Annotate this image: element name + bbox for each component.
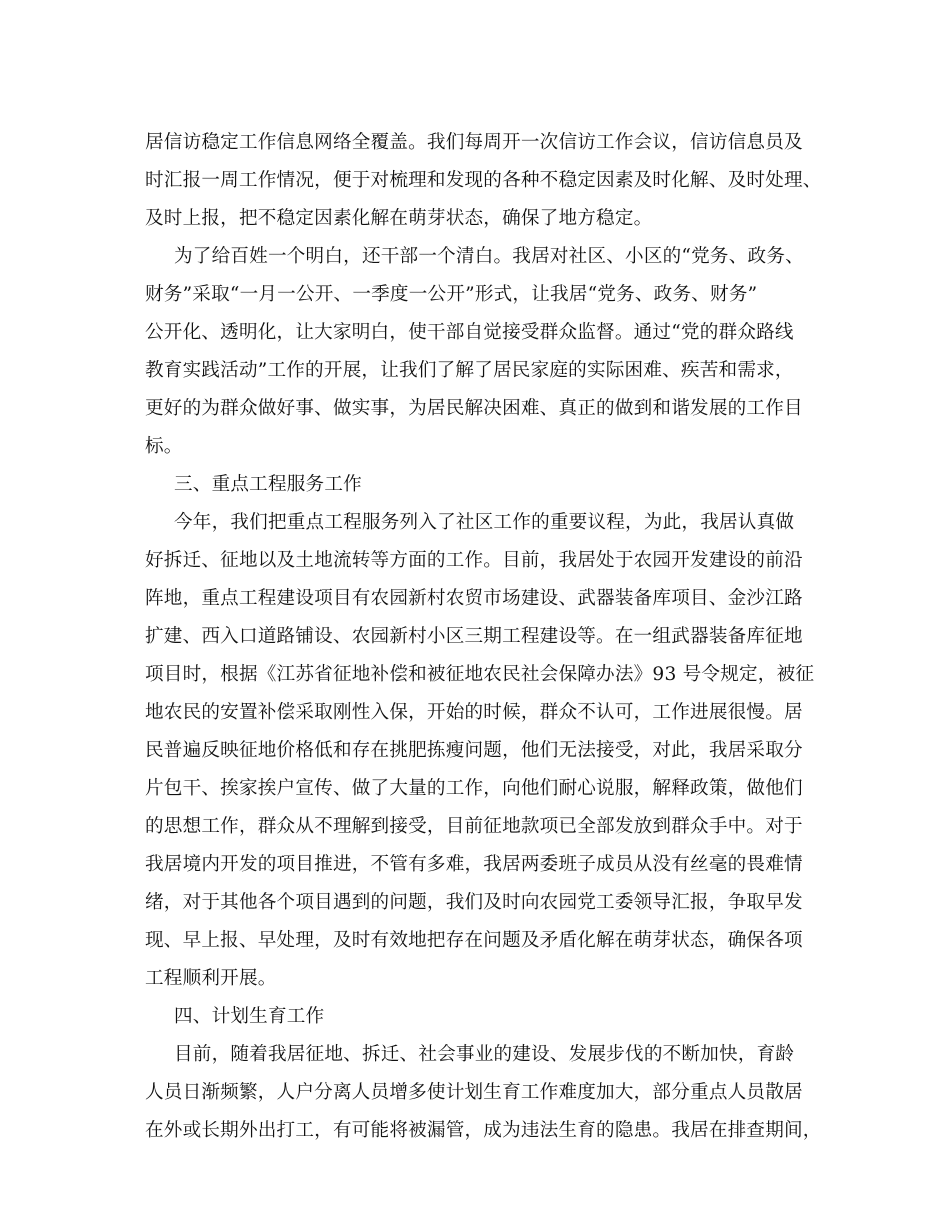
text-line: 地农民的安置补偿采取刚性入保，开始的时候，群众不认可，工作进展很慢。居 — [145, 702, 803, 723]
paragraph-first-line: 今年，我们把重点工程服务列入了社区工作的重要议程，为此，我居认真做 — [174, 512, 795, 533]
text-line: 在外或长期外出打工，有可能将被漏管，成为违法生育的隐患。我居在排查期间， — [145, 1120, 822, 1141]
text-line: 绪，对于其他各个项目遇到的问题，我们及时向农园党工委领导汇报，争取早发 — [145, 892, 803, 913]
text-line: 扩建、西入口道路铺设、农园新村小区三期工程建设等。在一组武器装备库征地 — [145, 626, 803, 647]
text-line: 更好的为群众做好事、做实事，为居民解决困难、真正的做到和谐发展的工作目 — [145, 398, 803, 419]
text-line: 民普遍反映征地价格低和存在挑肥拣瘦问题，他们无法接受，对此，我居采取分 — [145, 740, 803, 761]
text-line: 现、早上报、早处理，及时有效地把存在问题及矛盾化解在萌芽状态，确保各项 — [145, 930, 803, 951]
text-line: 教育实践活动”工作的开展，让我们了解了居民家庭的实际困难、疾苦和需求， — [145, 360, 794, 381]
text-line: 工程顺利开展。 — [145, 968, 277, 989]
text-line: 财务”采取“一月一公开、一季度一公开”形式，让我居“党务、政务、财务” — [145, 284, 758, 305]
text-line: 人员日渐频繁，人户分离人员增多使计划生育工作难度加大，部分重点人员散居 — [145, 1082, 803, 1103]
text-line: 好拆迁、征地以及土地流转等方面的工作。目前，我居处于农园开发建设的前沿 — [145, 550, 803, 571]
paragraph-first-line: 为了给百姓一个明白，还干部一个清白。我居对社区、小区的“党务、政务、 — [174, 246, 804, 267]
text-line: 公开化、透明化，让大家明白，使干部自觉接受群众监督。通过“党的群众路线 — [145, 322, 794, 343]
text-line: 的思想工作，群众从不理解到接受，目前征地款项已全部发放到群众手中。对于 — [145, 816, 803, 837]
text-line: 居信访稳定工作信息网络全覆盖。我们每周开一次信访工作会议，信访信息员及 — [145, 132, 803, 153]
text-line: 时汇报一周工作情况，便于对梳理和发现的各种不稳定因素及时化解、及时处理、 — [145, 170, 822, 191]
text-line: 及时上报，把不稳定因素化解在萌芽状态，确保了地方稳定。 — [145, 208, 653, 229]
paragraph-first-line: 目前，随着我居征地、拆迁、社会事业的建设、发展步伐的不断加快，育龄 — [174, 1044, 795, 1065]
text-line: 项目时，根据《江苏省征地补偿和被征地农民社会保障办法》93 号令规定，被征 — [145, 664, 815, 685]
text-line: 我居境内开发的项目推进，不管有多难，我居两委班子成员从没有丝毫的畏难情 — [145, 854, 803, 875]
text-line: 片包干、挨家挨户宣传、做了大量的工作，向他们耐心说服，解释政策，做他们 — [145, 778, 803, 799]
text-line: 阵地，重点工程建设项目有农园新村农贸市场建设、武器装备库项目、金沙江路 — [145, 588, 803, 609]
section-heading: 四、计划生育工作 — [174, 1006, 325, 1027]
section-heading: 三、重点工程服务工作 — [174, 474, 362, 495]
text-line: 标。 — [145, 436, 183, 457]
